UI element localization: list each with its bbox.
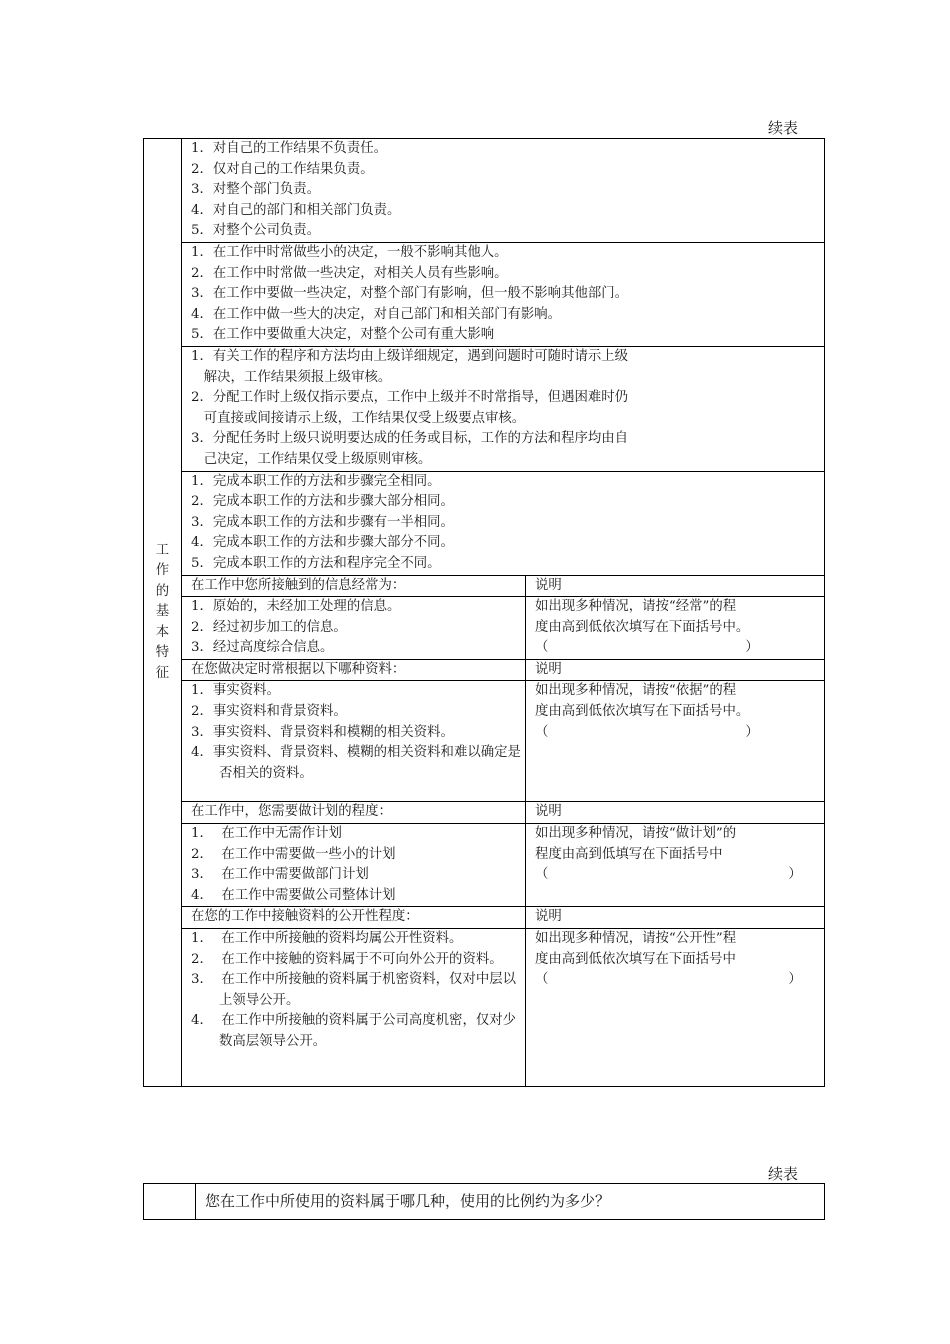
continued-label: 续表 (768, 119, 799, 137)
list-item: 2．在工作中时常做一些决定，对相关人员有些影响。 (191, 265, 508, 281)
openness-answer-parentheses[interactable] (535, 970, 824, 991)
basis-note-cell (526, 681, 825, 802)
openness-explain-label: 说明 (526, 907, 825, 929)
list-item: 1． 在工作中所接触的资料均属公开性资料。 (191, 931, 463, 947)
basis-explain-label: 说明 (526, 659, 825, 681)
planning-options-cell (182, 824, 526, 907)
list-item: 1．有关工作的程序和方法均由上级详细规定，遇到问题时可随时请示上级 (191, 348, 629, 364)
list-item: 1．在工作中时常做些小的决定，一般不影响其他人。 (191, 245, 508, 260)
list-item: 1．对自己的工作结果不负责任。 (191, 141, 387, 156)
list-item: 5．对整个公司负责。 (191, 223, 321, 239)
paren-open: （ (535, 640, 549, 656)
list-item: 3． 在工作中所接触的资料属于机密资料，仅对中层以上领导公开。 (191, 972, 517, 1008)
side-header-cell (144, 139, 182, 1087)
list-item: 1．完成本职工作的方法和步骤完全相同。 (191, 473, 441, 489)
openness-options (191, 929, 525, 1053)
list-item: 1．原始的，未经加工处理的信息。 (191, 599, 401, 615)
responsibility-cell (182, 139, 825, 243)
list-item: 3．在工作中要做一些决定，对整个部门有影响，但一般不影响其他部门。 (191, 286, 629, 302)
list-item: 4．在工作中做一些大的决定，对自己部门和相关部门有影响。 (191, 306, 562, 322)
list-item: 己决定，工作结果仅受上级原则审核。 (191, 451, 432, 467)
method-cell (182, 471, 825, 575)
basis-question: 在您做决定时常根据以下哪种资料： (182, 659, 526, 681)
paren-close: ） (745, 640, 759, 656)
basis-note-line: 如出现多种情况，请按“依据”的程 (535, 683, 737, 699)
list-item: 2．经过初步加工的信息。 (191, 619, 347, 635)
basis-options-cell (182, 681, 526, 802)
list-item: 4．对自己的部门和相关部门负责。 (191, 202, 401, 218)
materials-table (143, 1183, 825, 1220)
materials-question: 您在工作中所使用的资料属于哪几种，使用的比例约为多少？ (196, 1184, 825, 1220)
list-item: 2． 在工作中需要做一些小的计划 (191, 846, 396, 862)
responsibility-options (191, 139, 824, 242)
paren-close: ） (788, 867, 802, 883)
list-item: 解决，工作结果须报上级审核。 (191, 369, 392, 385)
openness-note-cell (526, 929, 825, 1087)
planning-note-line: 如出现多种情况，请按“做计划”的 (535, 826, 737, 842)
materials-side-cell (144, 1184, 196, 1220)
list-item: 3．事实资料、背景资料和模糊的相关资料。 (191, 724, 454, 740)
list-item: 1．事实资料。 (191, 683, 280, 699)
openness-options-cell (182, 929, 526, 1087)
list-item: 5．在工作中要做重大决定，对整个公司有重大影响 (191, 327, 495, 343)
list-item: 4． 在工作中所接触的资料属于公司高度机密，仅对少数高层领导公开。 (191, 1013, 517, 1049)
list-item: 4．事实资料、背景资料、模糊的相关资料和难以确定是否相关的资料。 (191, 745, 521, 781)
decision-cell (182, 243, 825, 347)
decision-options (191, 243, 824, 346)
list-item: 5．完成本职工作的方法和程序完全不同。 (191, 555, 441, 571)
info-answer-parentheses[interactable] (535, 638, 824, 659)
paren-open: （ (535, 972, 549, 988)
info-note-cell (526, 597, 825, 660)
info-options-cell (182, 597, 526, 660)
info-note-line: 度由高到低依次填写在下面括号中。 (535, 619, 750, 635)
job-characteristics-table (143, 138, 825, 1087)
list-item: 可直接或间接请示上级，工作结果仅受上级要点审核。 (191, 410, 526, 426)
info-options (191, 597, 525, 659)
openness-note-line: 如出现多种情况，请按“公开性”程 (535, 931, 737, 947)
list-item: 2． 在工作中接触的资料属于不可向外公开的资料。 (191, 951, 503, 967)
list-item: 2．仅对自己的工作结果负责。 (191, 161, 374, 177)
supervision-options (191, 347, 824, 471)
supervision-cell (182, 346, 825, 471)
continued-label: 续表 (768, 1165, 799, 1183)
list-item: 3．对整个部门负责。 (191, 182, 321, 198)
list-item: 2．事实资料和背景资料。 (191, 704, 347, 720)
openness-question: 在您的工作中接触资料的公开性程度： (182, 907, 526, 929)
list-item: 2．完成本职工作的方法和步骤大部分相同。 (191, 494, 454, 510)
planning-options (191, 824, 525, 906)
basis-options (191, 681, 525, 784)
paren-open: （ (535, 867, 549, 883)
list-item: 3．分配任务时上级只说明要达成的任务或目标，工作的方法和程序均由自 (191, 431, 629, 447)
paren-close: ） (788, 972, 802, 988)
planning-explain-label: 说明 (526, 802, 825, 824)
basis-note-line: 度由高到低依次填写在下面括号中。 (535, 704, 750, 720)
planning-answer-parentheses[interactable] (535, 865, 824, 886)
info-explain-label: 说明 (526, 575, 825, 597)
list-item: 3． 在工作中需要做部门计划 (191, 867, 369, 883)
list-item: 4．完成本职工作的方法和步骤大部分不同。 (191, 535, 454, 551)
list-item: 3．完成本职工作的方法和步骤有一半相同。 (191, 514, 454, 530)
list-item: 3．经过高度综合信息。 (191, 640, 334, 656)
paren-open: （ (535, 724, 549, 740)
paren-close: ） (745, 724, 759, 740)
list-item: 2．分配工作时上级仅指示要点，工作中上级并不时常指导，但遇困难时仍 (191, 390, 629, 406)
method-options (191, 472, 824, 575)
info-question: 在工作中您所接触到的信息经常为： (182, 575, 526, 597)
list-item: 4． 在工作中需要做公司整体计划 (191, 887, 396, 903)
planning-note-cell (526, 824, 825, 907)
basis-answer-parentheses[interactable] (535, 723, 824, 744)
list-item: 1． 在工作中无需作计划 (191, 826, 342, 842)
info-note-line: 如出现多种情况，请按“经常”的程 (535, 599, 737, 615)
planning-question: 在工作中，您需要做计划的程度： (182, 802, 526, 824)
side-header: 工 作 的 基 本 特 征 (155, 542, 170, 681)
openness-note-line: 度由高到低依次填写在下面括号中 (535, 951, 736, 967)
planning-note-line: 程度由高到低填写在下面括号中 (535, 846, 723, 862)
